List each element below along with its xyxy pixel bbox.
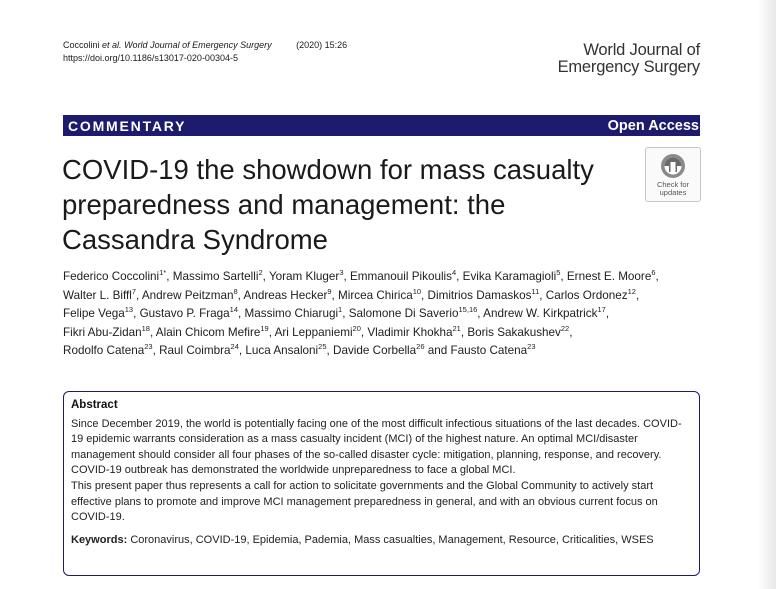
citation-line (63, 39, 347, 52)
citation-journal: World Journal of Emergency Surgery (124, 40, 272, 50)
author-affiliation: 1* (159, 268, 167, 278)
author-affiliation: 5 (556, 268, 561, 278)
author-name[interactable]: Federico Coccolini$^{1*}$ (63, 268, 167, 283)
author-name[interactable]: Rodolfo Catena$^{23}$ (63, 342, 153, 358)
author-affiliation: 22 (560, 323, 570, 333)
citation-volume: (2020) 15:26 (296, 40, 348, 50)
author-name[interactable]: Massimo Chiarugi$^1$ (244, 305, 343, 321)
article-title: COVID-19 the showdown for mass casualty preparedness and management: the Cassandra Syndrome (62, 154, 594, 255)
check-updates-text (646, 181, 700, 197)
author-affiliation: 20 (352, 323, 361, 333)
author-name[interactable]: Vladimir Khokha$^{21}$ (367, 323, 461, 339)
author-name[interactable]: Dimitrios Damaskos$^{11}$ (427, 286, 540, 302)
journal-logo-line2: Emergency Surgery (557, 58, 700, 76)
check-updates-line2: updates (659, 188, 687, 197)
author-name[interactable]: Alain Chicom Mefire$^{19}$ (155, 323, 269, 339)
author-name[interactable]: Mircea Chirica$^{10}$ (338, 286, 422, 302)
abstract-paragraph: Since December 2019, the world is potentially facing one of the most difficult infectious situations of the last decades. COVID-19 epidemic warrants consideration as a mass casualty incident (MCI) of the highest nature. An optimal MCI/disaster management should consider all four phases of the so-called disaster cycle: mitigation, planning, response, and recovery. COVID-19 outbreak has demonstrated the worldwide unpreparedness to face a global MCI. (71, 417, 682, 477)
author-name[interactable]: Massimo Sartelli$^2$ (172, 268, 263, 283)
keywords-list: Coronavirus, COVID-19, Epidemia, Pademia, Mass casualties, Management, Resource, Criticalities, WSES (130, 533, 654, 546)
author-name[interactable]: Evika Karamagioli$^5$ (462, 268, 561, 283)
author-name[interactable]: Raul Coimbra$^{24}$ (159, 342, 239, 358)
author-affiliation: 14 (229, 305, 239, 315)
author-affiliation: 12 (627, 286, 636, 296)
author-affiliation: 3 (339, 268, 344, 278)
doi-link[interactable]: https://doi.org/10.1186/s13017-020-00304-5 (63, 53, 238, 63)
check-updates-line1: Check for (656, 180, 690, 189)
author-list (63, 268, 713, 361)
author-line: Felipe Vega$^{13}$, Gustavo P. Fraga$^{14}$, Massimo Chiarugi$^1$, Salomone Di Saverio$^{15,16}$, Andrew W. Kirkpatrick$^{17}$, (63, 305, 610, 321)
author-affiliation: 26 (416, 342, 425, 352)
author-line: Rodolfo Catena$^{23}$, Raul Coimbra$^{24}$, Luca Ansaloni$^{25}$, Davide Corbella$^{26}$ and Fausto Catena$^{23}$ (63, 342, 536, 358)
author-affiliation: 9 (327, 286, 332, 296)
article-type-banner (63, 115, 700, 136)
author-affiliation: 11 (531, 286, 540, 296)
journal-logo (558, 42, 700, 76)
author-name[interactable]: Walter L. Biffl$^7$ (63, 286, 137, 302)
author-name[interactable]: Fikri Abu-Zidan$^{18}$ (63, 323, 150, 339)
author-affiliation: 15,16 (458, 305, 478, 315)
author-line: Federico Coccolini$^{1*}$, Massimo Sartelli$^2$, Yoram Kluger$^3$, Emmanouil Pikoulis$^4$, Evika Karamagioli$^5$, Ernest E. Moore$^6$, (63, 268, 659, 283)
author-affiliation: 4 (451, 268, 457, 278)
citation-first-author: Coccolini (63, 40, 100, 50)
author-affiliation: 19 (260, 323, 269, 333)
keywords-label: Keywords: (71, 533, 128, 546)
author-name[interactable]: Ari Leppaniemi$^{20}$ (274, 323, 361, 339)
author-name[interactable]: Salomone Di Saverio$^{15,16}$ (348, 305, 478, 321)
author-affiliation: 21 (452, 323, 461, 333)
author-affiliation: 25 (318, 342, 327, 352)
author-affiliation: 17 (597, 305, 606, 315)
journal-logo-line1: World Journal of (583, 41, 700, 59)
author-affiliation: 10 (412, 286, 422, 296)
page-edge-shadow (758, 0, 776, 589)
keywords-line (71, 533, 691, 549)
author-affiliation: 1 (338, 305, 343, 315)
author-name[interactable]: Gustavo P. Fraga$^{14}$ (139, 305, 239, 321)
author-name[interactable]: Andreas Hecker$^9$ (243, 286, 332, 302)
author-name[interactable]: Carlos Ordonez$^{12}$ (545, 286, 636, 302)
open-access-label: Open Access (607, 117, 699, 134)
author-affiliation: 23 (527, 342, 536, 352)
author-line: Fikri Abu-Zidan$^{18}$, Alain Chicom Mefire$^{19}$, Ari Leppaniemi$^{20}$, Vladimir Khokha$^{21}$, Boris Sakakushev$^{22}$, (63, 323, 573, 339)
author-affiliation: 8 (233, 286, 238, 296)
citation-header (63, 39, 347, 65)
author-name[interactable]: Ernest E. Moore$^6$ (566, 268, 656, 283)
citation-et-al: et al. (102, 40, 122, 50)
author-name[interactable]: Andrew W. Kirkpatrick$^{17}$ (483, 305, 606, 321)
author-name[interactable]: Luca Ansaloni$^{25}$ (245, 342, 327, 358)
crossmark-icon (660, 153, 686, 179)
author-affiliation: 2 (258, 268, 263, 278)
abstract-paragraph: This present paper thus represents a call for action to solicitate governments and the Global Community to actively start effective plans to promote and improve MCI management preparedness in general, and with an obvious current focus on COVID-19. (71, 479, 658, 524)
author-line: Walter L. Biffl$^7$, Andrew Peitzman$^8$, Andreas Hecker$^9$, Mircea Chirica$^{10}$, Dimitrios Damaskos$^{11}$, Carlos Ordonez$^{12}$, (63, 286, 640, 302)
author-affiliation: 23 (144, 342, 153, 352)
author-affiliation: 7 (131, 286, 137, 296)
author-name[interactable]: Fausto Catena$^{23}$ (450, 342, 536, 358)
author-affiliation: 6 (651, 268, 656, 278)
author-name[interactable]: Yoram Kluger$^3$ (268, 268, 344, 283)
author-affiliation: 13 (124, 305, 134, 315)
author-name[interactable]: Felipe Vega$^{13}$ (63, 305, 134, 321)
check-for-updates-button[interactable] (645, 147, 701, 202)
author-affiliation: 24 (230, 342, 239, 352)
article-type-label: COMMENTARY (68, 117, 187, 134)
author-affiliation: 18 (141, 323, 150, 333)
author-name[interactable]: Emmanouil Pikoulis$^4$ (350, 268, 457, 283)
author-name[interactable]: Andrew Peitzman$^8$ (141, 286, 238, 302)
abstract-heading: Abstract (71, 399, 118, 411)
abstract-box (63, 391, 700, 576)
author-name[interactable]: Davide Corbella$^{26}$ (333, 342, 425, 358)
author-name[interactable]: Boris Sakakushev$^{22}$ (467, 323, 570, 339)
